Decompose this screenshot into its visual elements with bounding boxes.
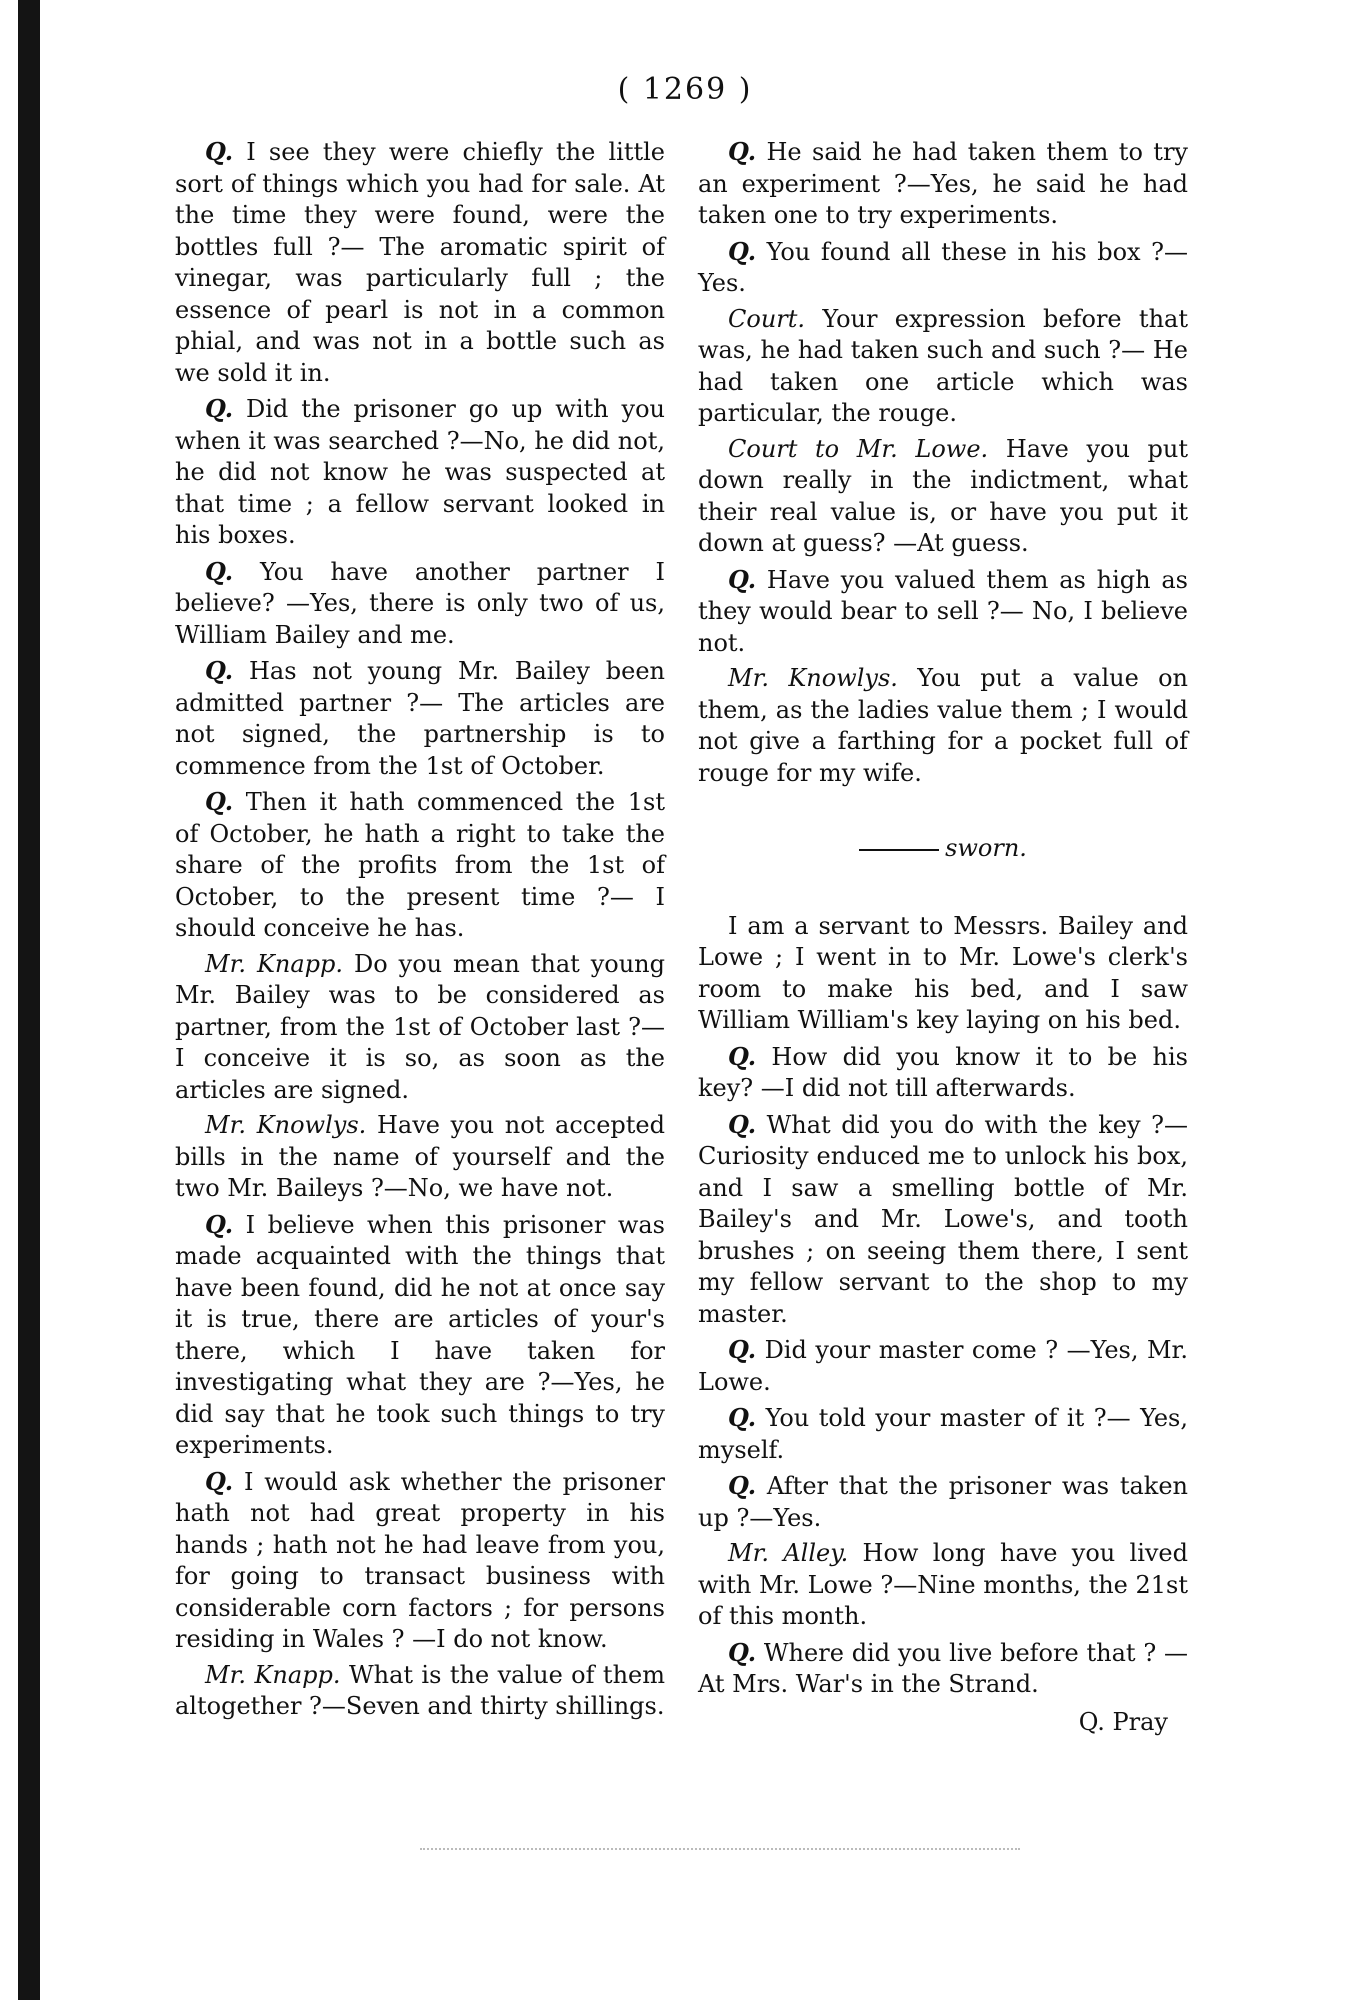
question-marker: Q.	[205, 556, 234, 586]
paragraph	[175, 786, 665, 945]
paragraph-text: You put a value on them, as the ladies value them ; I would not give a farthing for a pocket full of rouge for my wife.	[698, 664, 1188, 787]
paragraph	[175, 1660, 665, 1723]
paragraph-text: How did you know it to be his key? —I did not till afterwards.	[698, 1042, 1188, 1102]
paragraph-text: Have you not accepted bills in the name of yourself and the two Mr. Baileys ?—No, we have not.	[175, 1111, 665, 1202]
paragraph-text: I am a servant to Messrs. Bailey and Lowe ; I went in to Mr. Lowe's clerk's room to make his bed, and I saw William William's key laying on his bed.	[698, 911, 1188, 1034]
right-column-bottom	[698, 911, 1188, 1701]
question-marker: Q.	[728, 1335, 757, 1364]
question-marker: Q.	[728, 137, 757, 166]
paragraph	[698, 1334, 1188, 1398]
paragraph	[175, 136, 665, 389]
paragraph-text: You told your master of it ?— Yes, myself.	[698, 1404, 1188, 1464]
paragraph-text: Have you valued them as high as they would bear to sell ?— No, I believe not.	[698, 565, 1188, 657]
question-marker: Q.	[205, 787, 234, 816]
paragraph	[698, 304, 1188, 430]
question-marker: Q.	[205, 137, 234, 166]
paragraph-text: You have another partner I believe? —Yes, there is only two of us, William Bailey and me.	[175, 557, 665, 649]
paragraph	[698, 1470, 1188, 1534]
paragraph	[698, 663, 1188, 789]
paragraph	[698, 1637, 1188, 1701]
question-marker: Q.	[728, 1403, 757, 1432]
question-marker: Q.	[728, 236, 757, 266]
paragraph-text: Did the prisoner go up with you when it was searched ?—No, he did not, he did not know he was suspected at that time ; a fellow servant looked in his boxes.	[175, 395, 665, 549]
paragraph-text: I believe when this prisoner was made acquainted with the things that have been found, did he not at once say it is true, there are articles of your's there, which I have taken for investigating what they are ?—Yes, he did say that he took such things to try experiments.	[175, 1210, 665, 1459]
paragraph-text: Has not young Mr. Bailey been admitted partner ?— The articles are not signed, the partnership is to commence from the 1st of October.	[175, 657, 665, 780]
paragraph	[175, 1209, 665, 1462]
paragraph-text: I would ask whether the prisoner hath not had great property in his hands ; hath not he had leave from you, for going to transact business with considerable corn factors ; for persons residing in Wales ? —I do not know.	[175, 1467, 665, 1653]
question-marker: Q.	[728, 1041, 757, 1071]
speaker-name: Mr. Knapp.	[205, 949, 344, 978]
paragraph-text: I see they were chiefly the little sort of things which you had for sale. At the time they were found, were the bottles full ?— The aromatic spirit of vinegar, was particularly full ; the essence of pearl is not in a common phial, and was not in a bottle such as we sold it in.	[175, 138, 665, 387]
question-marker: Q.	[728, 1471, 757, 1500]
speaker-name: Mr. Knapp.	[205, 1660, 341, 1689]
paragraph	[698, 1041, 1188, 1105]
paragraph-text: Your expression before that was, he had taken such and such ?— He had taken one article which was particular, the rouge.	[698, 304, 1188, 427]
paragraph-text: Where did you live before that ? —At Mrs. War's in the Strand.	[698, 1638, 1188, 1698]
paragraph	[698, 564, 1188, 660]
question-marker: Q.	[205, 656, 234, 685]
paragraph	[175, 1110, 665, 1205]
question-marker: Q.	[728, 564, 757, 594]
question-marker: Q.	[205, 1466, 234, 1496]
paragraph	[698, 911, 1188, 1037]
scan-binding-edge	[18, 0, 40, 2000]
speaker-name: Mr. Alley.	[728, 1539, 849, 1567]
paragraph	[698, 1109, 1188, 1331]
catchword: Q. Pray	[1078, 1707, 1168, 1736]
speaker-name: Court to Mr. Lowe.	[728, 434, 989, 463]
scan-specks	[420, 1848, 1020, 1852]
right-column	[698, 136, 1188, 1738]
paragraph-text: He said he had taken them to try an experiment ?—Yes, he said he had taken one to try experiments.	[698, 138, 1188, 229]
paragraph-text: Did your master come ? —Yes, Mr. Lowe.	[698, 1336, 1188, 1396]
speaker-name: Mr. Knowlys.	[205, 1111, 367, 1139]
left-column	[175, 136, 665, 1727]
paragraph	[175, 1466, 665, 1656]
speaker-name: Court.	[728, 304, 806, 333]
question-marker: Q.	[205, 1209, 234, 1239]
paragraph-text: Have you put down really in the indictment, what their real value is, or have you put it down at guess? —At guess.	[698, 434, 1188, 557]
paragraph-text: Then it hath commenced the 1st of October, he hath a right to take the share of the profits from the 1st of October, to the present time ?— I should conceive he has.	[175, 788, 665, 942]
paragraph-text: What did you do with the key ?— Curiosity enduced me to unlock his box, and I saw a smelling bottle of Mr. Bailey's and Mr. Lowe's, and tooth brushes ; on seeing them there, I sent my fellow servant to the shop to my master.	[698, 1110, 1188, 1328]
heading-rule	[859, 849, 939, 851]
speaker-name: Mr. Knowlys.	[728, 664, 898, 692]
paragraph-text: After that the prisoner was taken up ?—Yes.	[698, 1472, 1188, 1532]
sworn-heading	[698, 833, 1188, 865]
question-marker: Q.	[728, 1109, 757, 1139]
paragraph	[175, 393, 665, 552]
paragraph	[698, 434, 1188, 560]
paragraph	[175, 655, 665, 782]
question-marker: Q.	[728, 1637, 757, 1667]
question-marker: Q.	[205, 394, 234, 423]
paragraph-text: You found all these in his box ?— Yes.	[698, 237, 1188, 297]
right-column-top	[698, 136, 1188, 789]
paragraph	[698, 236, 1188, 300]
paragraph-text: What is the value of them altogether ?—Seven and thirty shillings.	[175, 1660, 665, 1720]
paragraph	[175, 949, 665, 1107]
paragraph-text: Do you mean that young Mr. Bailey was to be considered as partner, from the 1st of October last ?— I conceive it is so, as soon as the articles are signed.	[175, 949, 665, 1104]
paragraph	[175, 556, 665, 652]
page-number: ( 1269 )	[617, 72, 753, 107]
sworn-heading-text: sworn.	[945, 834, 1027, 862]
paragraph	[698, 1538, 1188, 1633]
paragraph	[698, 136, 1188, 232]
paragraph	[698, 1402, 1188, 1466]
paragraph-text: How long have you lived with Mr. Lowe ?—Nine months, the 21st of this month.	[698, 1539, 1188, 1630]
